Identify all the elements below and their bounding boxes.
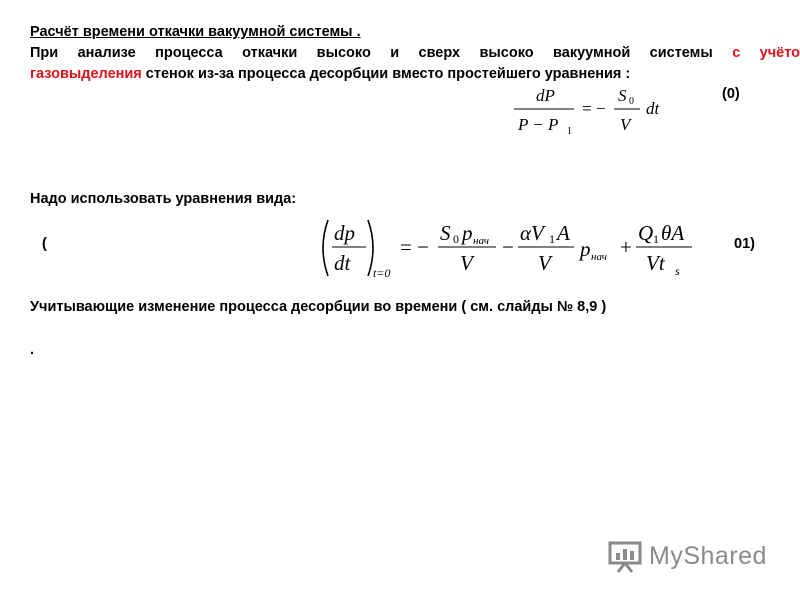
eq1-t2-num-a: αV — [520, 221, 544, 245]
eq1-t3-den-sub: s — [675, 264, 680, 278]
eq1-t3-num-b: θA — [661, 221, 685, 245]
eq1-equals: = − — [400, 235, 429, 259]
eq0-den-left: P − P — [518, 115, 559, 134]
trailing-dot: . — [30, 342, 35, 358]
eq1-t1-num: S — [440, 221, 451, 245]
eq1-dp: dp — [334, 221, 355, 245]
eq1-t2-num-b: A — [557, 221, 570, 245]
eq0-equals: = − — [582, 99, 606, 118]
intro-red-text-2: газовыделения — [30, 66, 142, 82]
eq1-subscript: t=0 — [373, 266, 391, 280]
intro-text-2: стенок из-за процесса десорбции вместо простейшего уравнения : — [141, 66, 631, 82]
eq1-t2-num-sub: 1 — [549, 232, 555, 246]
eq0-tail: dt — [646, 99, 660, 118]
eq1-label: 01) — [734, 236, 755, 252]
eq1-t2-p: p — [580, 237, 591, 261]
eq1-t1-num-sub: 0 — [453, 232, 459, 246]
presentation-board-icon — [607, 538, 643, 574]
eq1-plus: + — [620, 235, 632, 259]
equation-0 — [510, 84, 690, 138]
watermark — [607, 538, 767, 574]
intro-text-1: При анализе процесса откачки высоко и сверх высоко вакуумной системы — [30, 45, 733, 61]
eq0-num-left: dP — [536, 86, 555, 105]
eq1-minus: − — [502, 235, 514, 259]
equation-01 — [316, 214, 696, 282]
eq1-t3-den-a: Vt — [646, 251, 665, 275]
intro-paragraph — [30, 43, 800, 85]
slide-title: Расчёт времени откачки вакуумной системы . — [30, 24, 361, 40]
eq0-label: (0) — [722, 86, 740, 102]
eq1-t3-num-sub: 1 — [653, 232, 659, 246]
eq0-den-left-sub: 1 — [567, 126, 572, 137]
eq0-num-right-sub: 0 — [629, 96, 634, 107]
eq1-dt: dt — [334, 251, 351, 275]
eq1-t1-den: V — [460, 251, 473, 275]
eq1-t2-p-sub: нач — [591, 251, 608, 263]
need-text: Надо использовать уравнения вида: — [30, 191, 297, 207]
eq0-num-right: S — [618, 86, 627, 105]
eq1-t1-num-p: p — [462, 221, 473, 245]
considering-text: Учитывающие изменение процесса десорбции во времени ( см. слайды № 8,9 ) — [30, 299, 607, 315]
eq1-t3-num-a: Q — [638, 221, 654, 245]
eq1-left-label: ( — [42, 236, 47, 252]
intro-red-text-1: с учёто — [732, 45, 800, 61]
watermark-text: MyShared — [649, 541, 767, 570]
eq1-left-paren — [323, 220, 328, 276]
eq1-t2-den: V — [538, 251, 551, 275]
eq1-t1-num-p-sub: нач — [473, 235, 490, 247]
eq0-den-right: V — [620, 115, 631, 134]
